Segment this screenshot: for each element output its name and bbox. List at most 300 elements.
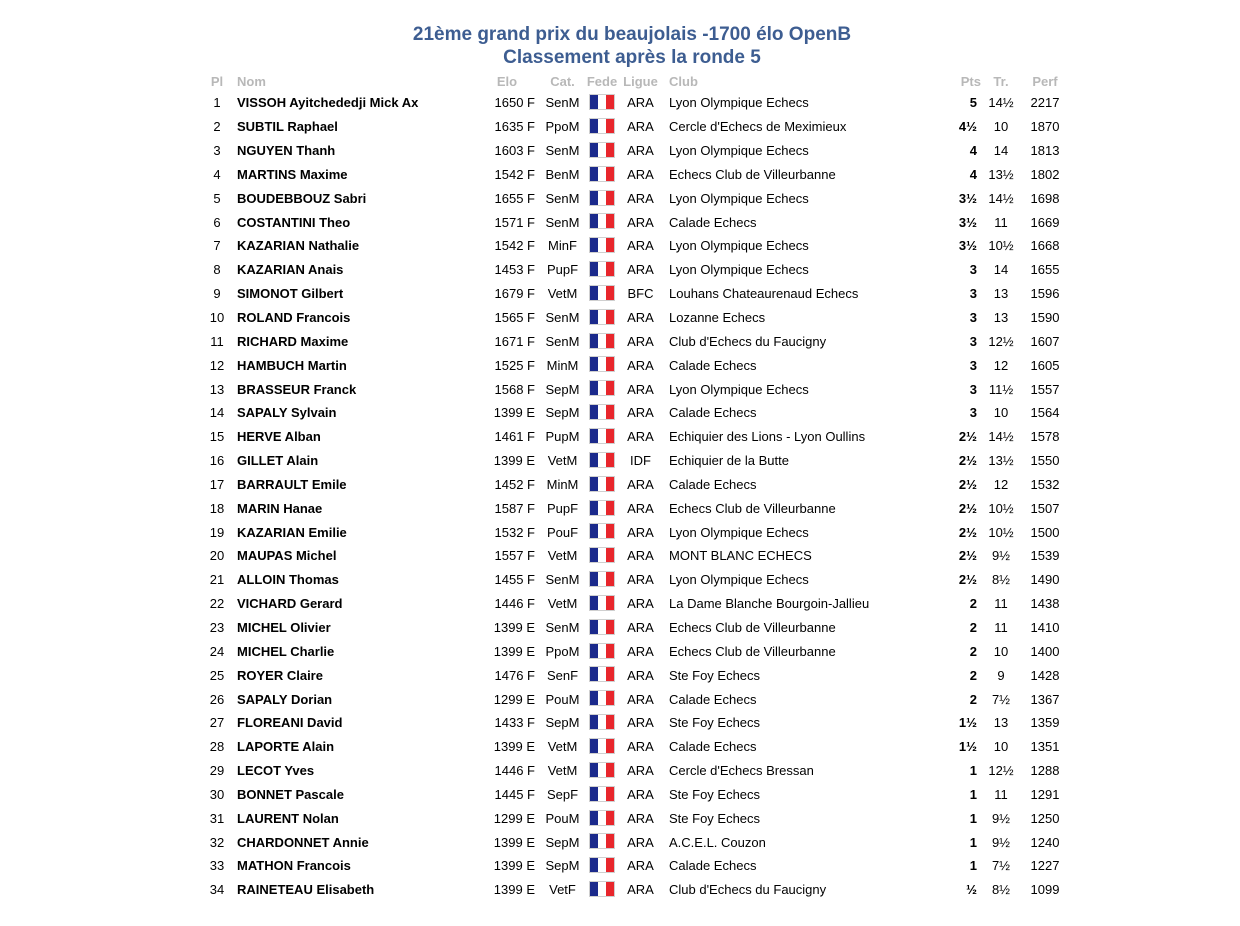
flag-stripe	[606, 548, 614, 562]
cell-tr: 14½	[988, 190, 1014, 206]
cell-elo: 1399 E	[493, 882, 535, 898]
cell-perf: 1698	[1030, 190, 1060, 206]
cell-ligue: ARA	[627, 834, 654, 850]
france-flag-icon	[589, 142, 615, 158]
flag-stripe	[606, 691, 614, 705]
cell-fede	[586, 663, 618, 687]
flag-stripe	[606, 882, 614, 896]
cell-pts: 1	[969, 834, 977, 850]
cell-pl: 16	[209, 453, 225, 469]
cell-ligue: ARA	[627, 357, 654, 373]
table-row	[199, 186, 1069, 210]
cell-ligue: ARA	[627, 262, 654, 278]
cell-perf: 1539	[1030, 548, 1060, 564]
cell-fede	[586, 234, 618, 258]
cell-elo: 1671 F	[494, 333, 535, 349]
france-flag-icon	[589, 476, 615, 492]
cell-perf: 1557	[1030, 381, 1060, 397]
cell-fede	[586, 210, 618, 234]
cell-pts: 3½	[958, 214, 977, 230]
flag-stripe	[598, 548, 606, 562]
cell-elo: 1399 E	[493, 643, 535, 659]
cell-pl: 12	[209, 357, 225, 373]
cell-tr: 12	[993, 357, 1009, 373]
flag-stripe	[606, 167, 614, 181]
cell-tr: 10	[993, 643, 1009, 659]
page-subtitle: Classement après la ronde 5	[503, 47, 761, 68]
flag-stripe	[590, 787, 598, 801]
flag-stripe	[590, 405, 598, 419]
cell-fede	[586, 377, 618, 401]
table-row	[199, 782, 1069, 806]
france-flag-icon	[589, 452, 615, 468]
cell-fede	[586, 353, 618, 377]
cell-club: Lyon Olympique Echecs	[669, 238, 809, 254]
cell-ligue: ARA	[627, 214, 654, 230]
cell-nom: BOUDEBBOUZ Sabri	[237, 190, 367, 206]
cell-tr: 14	[993, 262, 1009, 278]
cell-fede	[586, 306, 618, 330]
table-row	[199, 115, 1069, 139]
cell-pts: 3	[969, 333, 977, 349]
flag-stripe	[590, 524, 598, 538]
cell-cat: SepM	[545, 858, 580, 874]
cell-pts: 5	[969, 95, 977, 111]
cell-cat: PouM	[545, 691, 580, 707]
cell-pl: 34	[209, 882, 225, 898]
cell-cat: SenF	[546, 667, 579, 683]
cell-nom: BONNET Pascale	[237, 786, 344, 802]
cell-perf: 1351	[1030, 739, 1060, 755]
cell-cat: VetM	[547, 286, 578, 302]
cell-nom: LECOT Yves	[237, 763, 315, 779]
flag-stripe	[590, 214, 598, 228]
cell-cat: SepM	[545, 381, 580, 397]
cell-cat: SenM	[545, 214, 580, 230]
france-flag-icon	[589, 333, 615, 349]
flag-stripe	[606, 119, 614, 133]
cell-pl: 1	[213, 95, 221, 111]
flag-stripe	[606, 524, 614, 538]
cell-pl: 15	[209, 429, 225, 445]
cell-cat: VetM	[547, 596, 578, 612]
cell-pts: 3	[969, 310, 977, 326]
cell-cat: SenM	[545, 310, 580, 326]
cell-perf: 1870	[1030, 119, 1060, 135]
cell-pl: 18	[209, 500, 225, 516]
cell-perf: 1227	[1030, 858, 1060, 874]
cell-nom: MICHEL Charlie	[237, 643, 335, 659]
table-row	[199, 759, 1069, 783]
flag-stripe	[590, 167, 598, 181]
flag-stripe	[598, 334, 606, 348]
cell-club: Lyon Olympique Echecs	[669, 524, 809, 540]
cell-tr: 9½	[991, 834, 1011, 850]
cell-perf: 1490	[1030, 572, 1060, 588]
cell-nom: VICHARD Gerard	[237, 596, 343, 612]
cell-fede	[586, 258, 618, 282]
cell-pts: 3	[969, 357, 977, 373]
cell-perf: 1291	[1030, 786, 1060, 802]
flag-stripe	[606, 667, 614, 681]
flag-stripe	[590, 477, 598, 491]
cell-pl: 10	[209, 310, 225, 326]
cell-cat: SenM	[545, 333, 580, 349]
cell-ligue: ARA	[627, 95, 654, 111]
table-row	[199, 544, 1069, 568]
cell-tr: 11	[994, 596, 1008, 612]
cell-pts: 3	[969, 262, 977, 278]
cell-elo: 1299 E	[493, 810, 535, 826]
cell-pts: 3½	[958, 238, 977, 254]
cell-cat: PupF	[546, 262, 579, 278]
flag-stripe	[590, 739, 598, 753]
cell-club: Lyon Olympique Echecs	[669, 381, 809, 397]
cell-elo: 1399 E	[493, 739, 535, 755]
table-row	[199, 520, 1069, 544]
cell-pl: 27	[209, 715, 225, 731]
cell-tr: 13	[993, 715, 1009, 731]
cell-nom: KAZARIAN Emilie	[237, 524, 347, 540]
table-row	[199, 735, 1069, 759]
cell-ligue: ARA	[627, 619, 654, 635]
cell-elo: 1446 F	[494, 596, 535, 612]
cell-perf: 1607	[1030, 333, 1060, 349]
cell-nom: MICHEL Olivier	[237, 619, 331, 635]
cell-tr: 14½	[988, 429, 1014, 445]
table-row	[199, 234, 1069, 258]
cell-cat: PouF	[546, 524, 579, 540]
cell-fede	[586, 592, 618, 616]
table-row	[199, 639, 1069, 663]
flag-stripe	[590, 238, 598, 252]
cell-pl: 23	[209, 619, 225, 635]
cell-nom: NGUYEN Thanh	[237, 143, 336, 159]
cell-nom: COSTANTINI Theo	[237, 214, 351, 230]
flag-stripe	[598, 381, 606, 395]
cell-club: Lozanne Echecs	[669, 310, 766, 326]
cell-fede	[586, 568, 618, 592]
cell-pl: 9	[213, 286, 221, 302]
cell-perf: 1250	[1030, 810, 1060, 826]
table-row	[199, 329, 1069, 353]
flag-stripe	[598, 644, 606, 658]
table-row	[199, 854, 1069, 878]
table-row	[199, 91, 1069, 115]
cell-fede	[586, 473, 618, 497]
flag-stripe	[598, 501, 606, 515]
cell-fede	[586, 115, 618, 139]
cell-nom: HAMBUCH Martin	[237, 357, 347, 373]
france-flag-icon	[589, 690, 615, 706]
flag-stripe	[590, 310, 598, 324]
flag-stripe	[606, 381, 614, 395]
cell-tr: 13½	[988, 453, 1014, 469]
cell-club: Calade Echecs	[669, 691, 757, 707]
cell-perf: 1655	[1030, 262, 1060, 278]
cell-perf: 1359	[1030, 715, 1060, 731]
flag-stripe	[606, 596, 614, 610]
cell-pl: 24	[209, 643, 225, 659]
cell-perf: 1367	[1030, 691, 1060, 707]
france-flag-icon	[589, 237, 615, 253]
france-flag-icon	[589, 714, 615, 730]
cell-pl: 7	[213, 238, 221, 254]
cell-club: A.C.E.L. Couzon	[669, 834, 766, 850]
cell-tr: 8½	[991, 882, 1011, 898]
cell-pl: 26	[209, 691, 225, 707]
cell-cat: PupF	[546, 500, 579, 516]
cell-tr: 9	[997, 667, 1005, 683]
table-row	[199, 496, 1069, 520]
cell-ligue: ARA	[627, 548, 654, 564]
cell-perf: 2217	[1030, 95, 1060, 111]
flag-stripe	[598, 191, 606, 205]
flag-stripe	[590, 667, 598, 681]
page-title: 21ème grand prix du beaujolais -1700 élo OpenB	[412, 24, 852, 45]
cell-pl: 13	[209, 381, 225, 397]
flag-stripe	[598, 477, 606, 491]
table-row	[199, 806, 1069, 830]
cell-fede	[586, 616, 618, 640]
cell-club: Calade Echecs	[669, 405, 757, 421]
cell-elo: 1587 F	[494, 500, 535, 516]
cell-pts: 4	[969, 166, 977, 182]
cell-cat: SenM	[545, 572, 580, 588]
flag-stripe	[606, 644, 614, 658]
flag-stripe	[598, 310, 606, 324]
cell-elo: 1568 F	[494, 381, 535, 397]
cell-cat: PouM	[545, 810, 580, 826]
cell-tr: 10½	[988, 238, 1014, 254]
cell-tr: 11	[994, 619, 1008, 635]
cell-fede	[586, 329, 618, 353]
cell-nom: VISSOH Ayitchededji Mick Ax	[237, 95, 419, 111]
cell-ligue: ARA	[627, 858, 654, 874]
flag-stripe	[606, 286, 614, 300]
cell-fede	[586, 854, 618, 878]
cell-pts: 4	[969, 143, 977, 159]
flag-stripe	[598, 858, 606, 872]
france-flag-icon	[589, 810, 615, 826]
header-ligue: Ligue	[623, 73, 658, 89]
cell-nom: LAURENT Nolan	[237, 810, 339, 826]
cell-fede	[586, 520, 618, 544]
cell-cat: SepM	[545, 715, 580, 731]
cell-tr: 12½	[988, 763, 1014, 779]
cell-perf: 1550	[1030, 453, 1060, 469]
cell-club: Ste Foy Echecs	[669, 786, 761, 802]
flag-stripe	[590, 834, 598, 848]
france-flag-icon	[589, 166, 615, 182]
cell-perf: 1813	[1030, 143, 1060, 159]
header-cat: Cat.	[550, 73, 575, 89]
flag-stripe	[590, 119, 598, 133]
cell-pts: 1	[969, 786, 977, 802]
cell-cat: VetM	[547, 739, 578, 755]
flag-stripe	[598, 596, 606, 610]
cell-tr: 9½	[991, 810, 1011, 826]
cell-cat: PpoM	[545, 119, 580, 135]
flag-stripe	[598, 167, 606, 181]
cell-tr: 7½	[991, 691, 1011, 707]
cell-ligue: ARA	[627, 643, 654, 659]
france-flag-icon	[589, 500, 615, 516]
flag-stripe	[606, 453, 614, 467]
cell-perf: 1532	[1030, 476, 1060, 492]
cell-tr: 14	[993, 143, 1009, 159]
cell-perf: 1428	[1030, 667, 1060, 683]
flag-stripe	[606, 214, 614, 228]
flag-stripe	[598, 620, 606, 634]
flag-stripe	[606, 858, 614, 872]
flag-stripe	[606, 262, 614, 276]
flag-stripe	[598, 357, 606, 371]
flag-stripe	[590, 596, 598, 610]
cell-nom: ALLOIN Thomas	[237, 572, 339, 588]
flag-stripe	[598, 405, 606, 419]
france-flag-icon	[589, 738, 615, 754]
cell-tr: 7½	[991, 858, 1011, 874]
cell-club: Calade Echecs	[669, 476, 757, 492]
flag-stripe	[598, 882, 606, 896]
header-pl: Pl	[210, 73, 224, 89]
cell-pl: 32	[209, 834, 225, 850]
cell-cat: MinF	[548, 238, 577, 254]
cell-elo: 1445 F	[494, 786, 535, 802]
flag-stripe	[590, 357, 598, 371]
cell-pl: 20	[209, 548, 225, 564]
cell-pl: 25	[209, 667, 225, 683]
cell-fede	[586, 878, 618, 902]
france-flag-icon	[589, 285, 615, 301]
cell-ligue: ARA	[627, 786, 654, 802]
cell-pts: 1	[969, 858, 977, 874]
flag-stripe	[606, 405, 614, 419]
cell-pts: 4½	[958, 119, 977, 135]
cell-pts: 3½	[958, 190, 977, 206]
flag-stripe	[590, 95, 598, 109]
cell-tr: 9½	[991, 548, 1011, 564]
cell-pl: 3	[213, 143, 221, 159]
cell-perf: 1802	[1030, 166, 1060, 182]
table-row	[199, 592, 1069, 616]
cell-fede	[586, 782, 618, 806]
cell-pts: 2½	[958, 524, 977, 540]
cell-club: Echecs Club de Villeurbanne	[669, 643, 836, 659]
cell-pts: 2	[969, 643, 977, 659]
cell-elo: 1299 E	[493, 691, 535, 707]
cell-fede	[586, 759, 618, 783]
table-row	[199, 449, 1069, 473]
cell-club: Calade Echecs	[669, 739, 757, 755]
cell-club: Calade Echecs	[669, 357, 757, 373]
france-flag-icon	[589, 762, 615, 778]
flag-stripe	[606, 572, 614, 586]
cell-pl: 19	[209, 524, 225, 540]
table-row	[199, 687, 1069, 711]
cell-perf: 1507	[1030, 500, 1060, 516]
cell-nom: CHARDONNET Annie	[237, 834, 369, 850]
flag-stripe	[590, 858, 598, 872]
table-row	[199, 282, 1069, 306]
cell-pts: 2½	[958, 572, 977, 588]
cell-elo: 1399 E	[493, 834, 535, 850]
cell-cat: VetM	[547, 763, 578, 779]
cell-pl: 28	[209, 739, 225, 755]
table-row	[199, 353, 1069, 377]
cell-ligue: ARA	[627, 238, 654, 254]
flag-stripe	[598, 429, 606, 443]
cell-club: Lyon Olympique Echecs	[669, 190, 809, 206]
header-club: Club	[669, 73, 698, 89]
standings-table	[199, 71, 1069, 902]
france-flag-icon	[589, 523, 615, 539]
flag-stripe	[590, 811, 598, 825]
cell-pl: 11	[210, 333, 224, 349]
cell-pts: 2½	[958, 548, 977, 564]
flag-stripe	[606, 191, 614, 205]
cell-perf: 1288	[1030, 763, 1060, 779]
cell-perf: 1578	[1030, 429, 1060, 445]
cell-cat: SenM	[545, 190, 580, 206]
france-flag-icon	[589, 309, 615, 325]
cell-cat: SepM	[545, 405, 580, 421]
cell-nom: FLOREANI David	[237, 715, 343, 731]
cell-nom: RICHARD Maxime	[237, 333, 349, 349]
cell-club: MONT BLANC ECHECS	[669, 548, 812, 564]
cell-fede	[586, 735, 618, 759]
cell-perf: 1410	[1030, 619, 1060, 635]
flag-stripe	[590, 262, 598, 276]
cell-nom: SUBTIL Raphael	[237, 119, 338, 135]
flag-stripe	[606, 95, 614, 109]
table-row	[199, 258, 1069, 282]
cell-elo: 1399 E	[493, 405, 535, 421]
flag-stripe	[598, 119, 606, 133]
cell-fede	[586, 496, 618, 520]
cell-elo: 1452 F	[494, 476, 535, 492]
cell-elo: 1476 F	[494, 667, 535, 683]
header-tr: Tr.	[993, 73, 1009, 89]
cell-pl: 4	[213, 166, 221, 182]
flag-stripe	[590, 501, 598, 515]
flag-stripe	[606, 834, 614, 848]
flag-stripe	[598, 262, 606, 276]
cell-perf: 1500	[1030, 524, 1060, 540]
flag-stripe	[606, 429, 614, 443]
cell-tr: 10½	[988, 524, 1014, 540]
cell-pl: 22	[209, 596, 225, 612]
cell-club: Ste Foy Echecs	[669, 810, 761, 826]
cell-nom: SIMONOT Gilbert	[237, 286, 344, 302]
france-flag-icon	[589, 595, 615, 611]
france-flag-icon	[589, 428, 615, 444]
cell-cat: SenM	[545, 619, 580, 635]
cell-pl: 31	[209, 810, 225, 826]
cell-tr: 10½	[988, 500, 1014, 516]
cell-fede	[586, 425, 618, 449]
flag-stripe	[598, 572, 606, 586]
flag-stripe	[598, 811, 606, 825]
cell-pl: 5	[213, 190, 221, 206]
cell-elo: 1565 F	[494, 310, 535, 326]
cell-tr: 13	[993, 310, 1009, 326]
cell-pts: 2	[969, 619, 977, 635]
cell-cat: VetM	[547, 548, 578, 564]
cell-ligue: ARA	[627, 310, 654, 326]
cell-ligue: ARA	[627, 882, 654, 898]
